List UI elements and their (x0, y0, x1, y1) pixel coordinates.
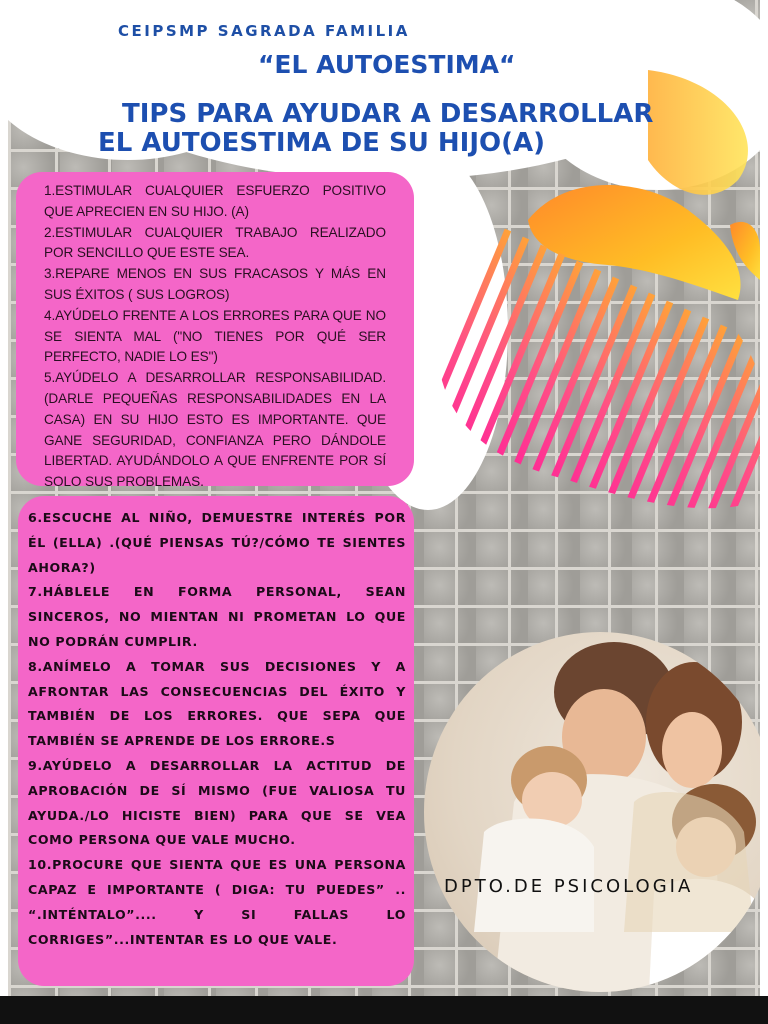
tip-item: 9.AYÚDELO A DESARROLLAR LA ACTITUD DE APROBACIÓN DE SÍ MISMO (FUE VALIOSA TU AYUDA./LO HICISTE BIEN) PARA QUE SE VEA COMO PERSONA QUE VALE MUCHO. (28, 757, 406, 848)
tips-box-1 (16, 172, 414, 490)
tips-heading-line-2: EL AUTOESTIMA DE SU HIJO(A) (98, 128, 545, 158)
school-name: CEIPSMP SAGRADA FAMILIA (118, 22, 410, 40)
tips-heading (98, 100, 748, 158)
tips-heading-line-1: TIPS PARA AYUDAR A DESARROLLAR (122, 99, 654, 129)
tip-item: 7.HÁBLELE EN FORMA PERSONAL, SEAN SINCEROS, NO MIENTAN NI PROMETAN LO QUE NO PODRÁN CUMPLIR. (28, 584, 406, 649)
tip-item: 10.PROCURE QUE SIENTA QUE ES UNA PERSONA CAPAZ E IMPORTANTE ( DIGA: TU PUEDES” .. “.INTÉNTALO”.... Y SI FALLAS LO CORRIGES”...INTENTAR ES LO QUE VALE. (28, 857, 406, 947)
poster-title: “EL AUTOESTIMA“ (258, 50, 516, 79)
family-illustration (424, 632, 760, 992)
tip-item: 8.ANÍMELO A TOMAR SUS DECISIONES Y A AFRONTAR LAS CONSECUENCIAS DEL ÉXITO Y TAMBIÉN DE LOS ERRORES. QUE SEPA QUE TAMBIÉN SE APRENDE DE LOS ERRORE.S (28, 658, 406, 749)
tip-item: 4.AYÚDELO FRENTE A LOS ERRORES PARA QUE NO SE SIENTA MAL ("NO TIENES POR QUÉ SER PERFECTO, NADIE LO ES") (44, 307, 386, 365)
tip-item: 1.ESTIMULAR CUALQUIER ESFUERZO POSITIVO QUE APRECIEN EN SU HIJO. (A) (44, 183, 386, 219)
tips-box-2 (18, 496, 414, 986)
poster-background (8, 0, 760, 998)
department-label: DPTO.DE PSICOLOGIA (444, 876, 694, 897)
tip-item: 6.ESCUCHE AL NIÑO, DEMUESTRE INTERÉS POR ÉL (ELLA) .(QUÉ PIENSAS TÚ?/CÓMO TE SIENTES AHORA?) (28, 510, 406, 575)
tip-item: 2.ESTIMULAR CUALQUIER TRABAJO REALIZADO POR SENCILLO QUE ESTE SEA. (44, 224, 386, 261)
family-photo (424, 632, 760, 992)
tip-item: 3.REPARE MENOS EN SUS FRACASOS Y MÁS EN SUS ÉXITOS ( SUS LOGROS) (44, 266, 386, 302)
tip-item: 5.AYÚDELO A DESARROLLAR RESPONSABILIDAD. (DARLE PEQUEÑAS RESPONSABILIDADES EN LA CASA) EN SU HIJO ESTO ES IMPORTANTE. QUE GANE SEGURIDAD, CONFIANZA PERO DÁNDOLE LIBERTAD. AYUDÁNDOLO A QUE ENFRENTE POR SÍ SOLO SUS PROBLEMAS. (44, 370, 386, 490)
bottom-bar (0, 996, 768, 1024)
